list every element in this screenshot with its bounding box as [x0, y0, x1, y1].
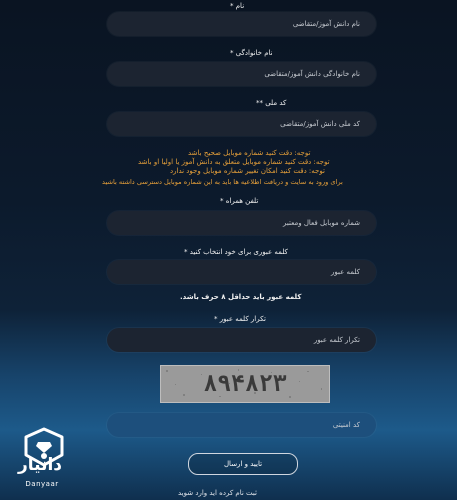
notice-4: برای ورود به سایت و دریافت اطلاعیه ها باید به این شماره موبایل دسترسی داشته باشید	[102, 178, 343, 186]
password-repeat-label: تکرار کلمه عبور *	[214, 315, 266, 323]
first-name-input[interactable]: نام دانش آموز/متقاضی	[107, 12, 376, 36]
security-code-input[interactable]: کد امنیتی	[107, 413, 376, 437]
brand-name: دانیار	[17, 455, 63, 475]
password-label: کلمه عبوری برای خود انتخاب کنید *	[184, 248, 288, 256]
brand-subtitle: Danyaar	[25, 480, 59, 488]
last-name-input[interactable]: نام خانوادگی دانش آموز/متقاضی	[107, 62, 376, 86]
mobile-label: تلفن همراه *	[220, 197, 259, 205]
password-repeat-input[interactable]: تکرار کلمه عبور	[107, 328, 376, 352]
mobile-input[interactable]: شماره موبایل فعال ومعتبر	[107, 211, 376, 235]
national-id-label: کد ملی **	[256, 99, 287, 107]
national-id-input[interactable]: کد ملی دانش آموز/متقاضی	[107, 112, 376, 136]
login-link[interactable]: ثبت نام کرده اید وارد شوید	[178, 489, 257, 497]
notice-3: توجه: دقت کنید امکان تغییر شماره موبایل وجود ندارد	[170, 167, 325, 175]
password-hint: کلمه عبور باید حداقل ۸ حرف باشد.	[180, 293, 302, 301]
notice-2: توجه: دقت کنید شماره موبایل متعلق به دانش آموز یا اولیا او باشد	[138, 158, 330, 166]
submit-button[interactable]: تایید و ارسال	[188, 453, 298, 475]
first-name-label: نام *	[230, 2, 245, 10]
captcha-image	[160, 365, 330, 403]
last-name-label: نام خانوادگی *	[230, 49, 273, 57]
password-input[interactable]: کلمه عبور	[107, 260, 376, 284]
notice-1: توجه: دقت کنید شماره موبایل صحیح باشد	[188, 149, 311, 157]
captcha-text: ۸۹۴۸۲۳	[203, 371, 287, 397]
